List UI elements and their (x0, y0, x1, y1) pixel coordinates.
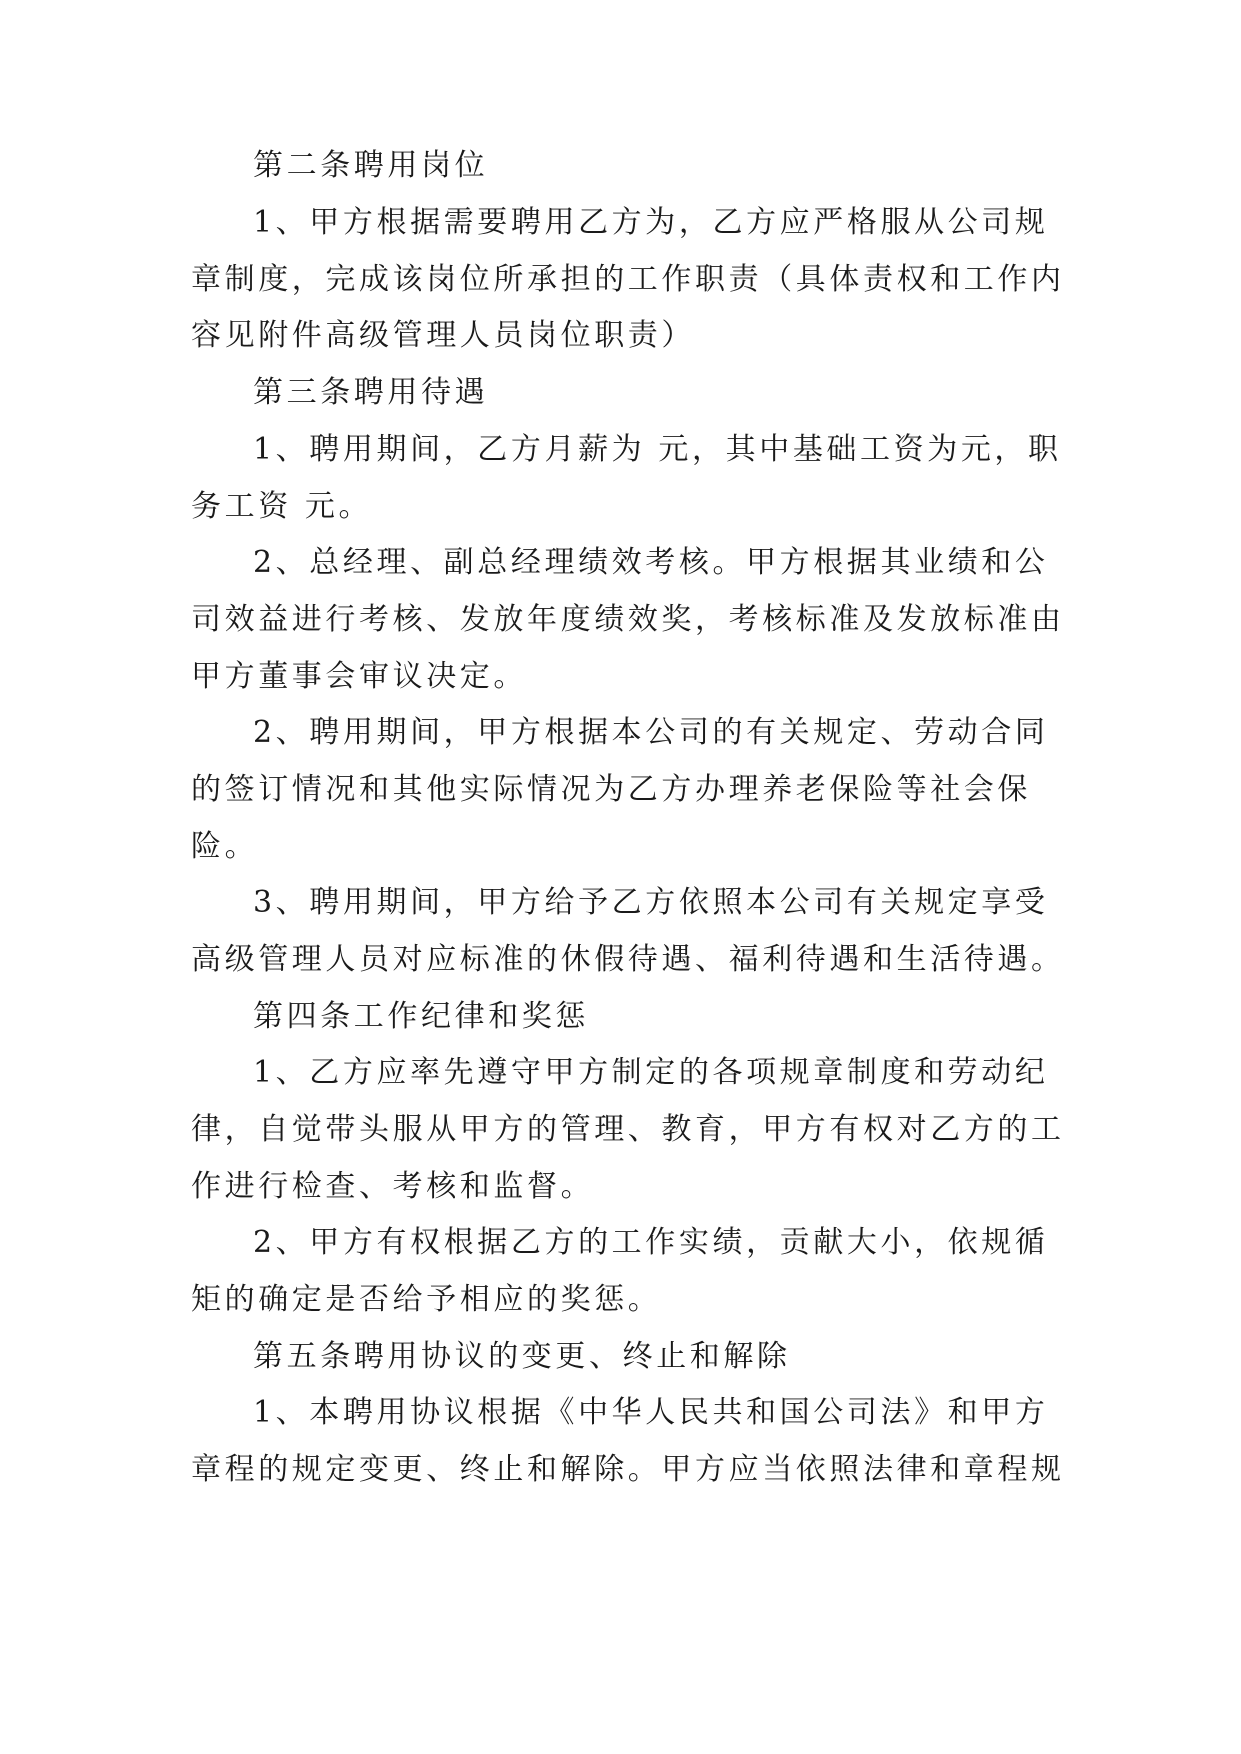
paragraph-line: 律，自觉带头服从甲方的管理、教育，甲方有权对乙方的工 (191, 1112, 1065, 1147)
paragraph-line: 2、总经理、副总经理绩效考核。甲方根据其业绩和公 (253, 545, 1049, 580)
article-4-heading: 第四条工作纪律和奖惩 (253, 999, 589, 1034)
article-2-heading: 第二条聘用岗位 (253, 148, 489, 183)
paragraph-line: 矩的确定是否给予相应的奖惩。 (191, 1282, 662, 1317)
paragraph-line: 司效益进行考核、发放年度绩效奖，考核标准及发放标准由 (191, 602, 1065, 637)
paragraph-line: 1、乙方应率先遵守甲方制定的各项规章制度和劳动纪 (253, 1055, 1049, 1090)
paragraph-line: 作进行检查、考核和监督。 (191, 1169, 595, 1204)
paragraph-line: 1、甲方根据需要聘用乙方为，乙方应严格服从公司规 (253, 205, 1049, 240)
paragraph-line: 务工资 元。 (191, 489, 373, 524)
paragraph-line: 章程的规定变更、终止和解除。甲方应当依照法律和章程规 (191, 1452, 1065, 1487)
paragraph-line: 高级管理人员对应标准的休假待遇、福利待遇和生活待遇。 (191, 942, 1065, 977)
paragraph-line: 容见附件高级管理人员岗位职责） (191, 318, 695, 353)
paragraph-line: 1、聘用期间，乙方月薪为 元，其中基础工资为元，职 (253, 432, 1062, 467)
article-3-heading: 第三条聘用待遇 (253, 375, 489, 410)
paragraph-line: 章制度，完成该岗位所承担的工作职责（具体责权和工作内 (191, 262, 1065, 297)
paragraph-line: 3、聘用期间，甲方给予乙方依照本公司有关规定享受 (253, 885, 1049, 920)
paragraph-line: 险。 (191, 829, 259, 864)
paragraph-line: 的签订情况和其他实际情况为乙方办理养老保险等社会保 (191, 772, 1031, 807)
article-5-heading: 第五条聘用协议的变更、终止和解除 (253, 1339, 791, 1374)
paragraph-line: 2、甲方有权根据乙方的工作实绩，贡献大小，依规循 (253, 1225, 1049, 1260)
paragraph-line: 2、聘用期间，甲方根据本公司的有关规定、劳动合同 (253, 715, 1049, 750)
paragraph-line: 甲方董事会审议决定。 (191, 659, 527, 694)
paragraph-line: 1、本聘用协议根据《中华人民共和国公司法》和甲方 (253, 1395, 1049, 1430)
